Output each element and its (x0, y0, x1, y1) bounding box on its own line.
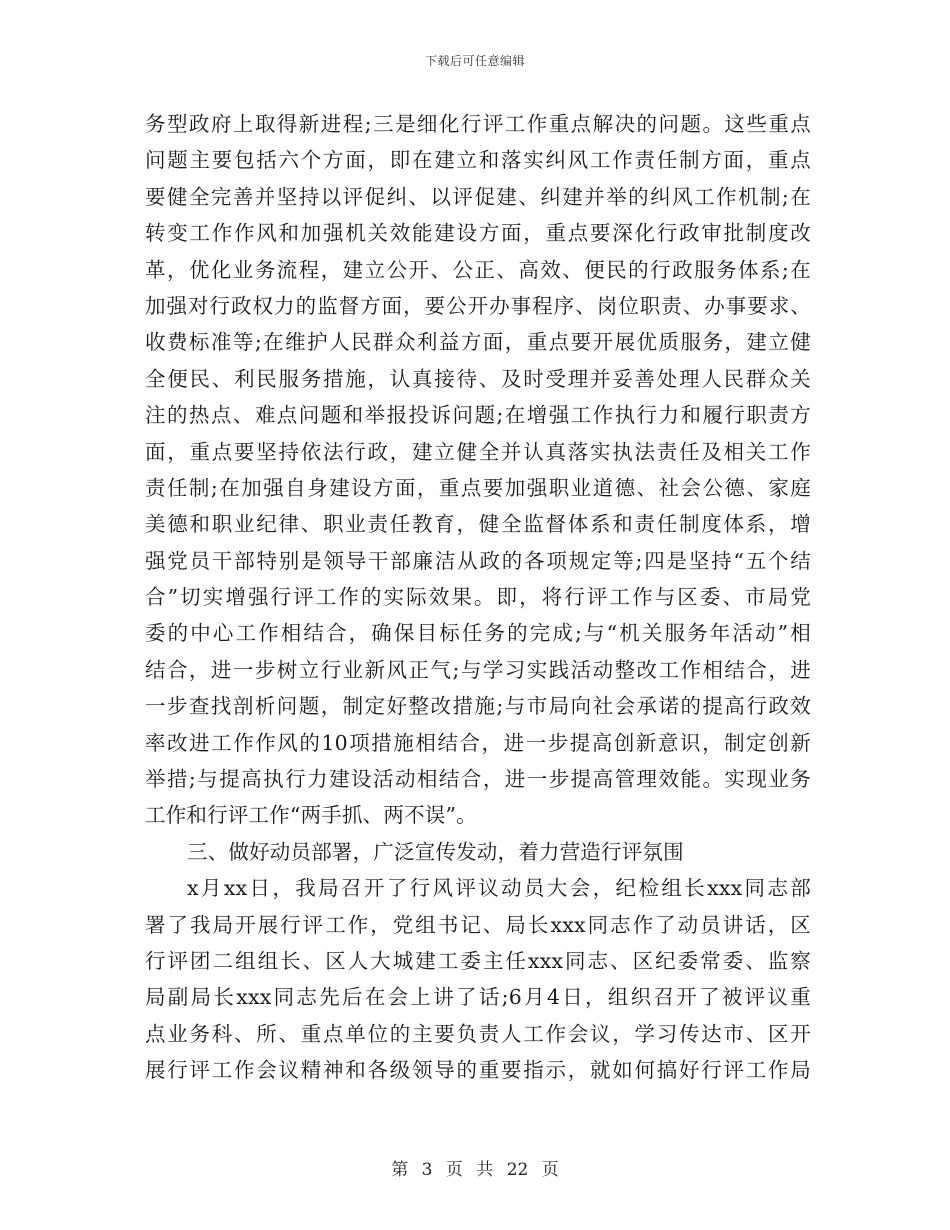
text-line: 转变工作作风和加强机关效能建设方面，重点要深化行政审批制度改 (145, 221, 811, 246)
text-line: 加强对行政权力的监督方面，要公开办事程序、岗位职责、办事要求、 (145, 293, 811, 318)
text-line: 注的热点、难点问题和举报投诉问题;在增强工作执行力和履行职责方 (145, 403, 811, 428)
text-line: 举措;与提高执行力建设活动相结合，进一步提高管理效能。实现业务 (145, 767, 811, 792)
text-line: 一步查找剖析问题，制定好整改措施;与市局向社会承诺的提高行政效 (145, 694, 811, 719)
text-line: 美德和职业纪律、职业责任教育，健全监督体系和责任制度体系，增 (145, 512, 811, 537)
text-line: 问题主要包括六个方面，即在建立和落实纠风工作责任制方面，重点 (145, 148, 811, 173)
text-line: 结合，进一步树立行业新风正气;与学习实践活动整改工作相结合，进 (145, 657, 811, 682)
text-line: 要健全完善并坚持以评促纠、以评促建、纠建并举的纠风工作机制;在 (145, 184, 811, 209)
text-line: 委的中心工作相结合，确保目标任务的完成;与“机关服务年活动”相 (145, 621, 811, 646)
text-line: 革，优化业务流程，建立公开、公正、高效、便民的行政服务体系;在 (145, 257, 811, 282)
page-footer: 第 3 页 共 22 页 (391, 1160, 559, 1180)
text-line: 务型政府上取得新进程;三是细化行评工作重点解决的问题。这些重点 (145, 112, 811, 136)
text-line: 点业务科、所、重点单位的主要负责人工作会议，学习传达市、区开 (145, 1021, 811, 1046)
body-text (145, 106, 811, 1089)
text-line: x月xx日，我局召开了行风评议动员大会，纪检组长xxx同志部 (187, 876, 811, 901)
text-line: 行评团二组组长、区人大城建工委主任xxx同志、区纪委常委、监察 (145, 948, 811, 973)
text-line: 展行评工作会议精神和各级领导的重要指示，就如何搞好行评工作局 (145, 1058, 811, 1083)
text-line: 面，重点要坚持依法行政，建立健全并认真落实执法责任及相关工作 (145, 439, 811, 464)
page-header: 下载后可任意编辑 (424, 54, 525, 68)
text-line: 合”切实增强行评工作的实际效果。即，将行评工作与区委、市局党 (145, 585, 811, 610)
text-line: 工作和行评工作“两手抓、两不误”。 (145, 803, 477, 828)
text-line: 率改进工作作风的10项措施相结合，进一步提高创新意识，制定创新 (145, 730, 811, 755)
text-line: 强党员干部特别是领导干部廉洁从政的各项规定等;四是坚持“五个结 (145, 548, 811, 573)
text-line: 收费标准等;在维护人民群众利益方面，重点要开展优质服务，建立健 (145, 330, 811, 355)
text-line: 局副局长xxx同志先后在会上讲了话;6月4日，组织召开了被评议重 (145, 985, 811, 1010)
text-line: 署了我局开展行评工作，党组书记、局长xxx同志作了动员讲话，区 (145, 912, 811, 937)
section-heading: 三、做好动员部署，广泛宣传发动，着力营造行评氛围 (187, 839, 684, 864)
text-line: 全便民、利民服务措施，认真接待、及时受理并妥善处理人民群众关 (145, 366, 811, 391)
text-line: 责任制;在加强自身建设方面，重点要加强职业道德、社会公德、家庭 (145, 475, 811, 500)
